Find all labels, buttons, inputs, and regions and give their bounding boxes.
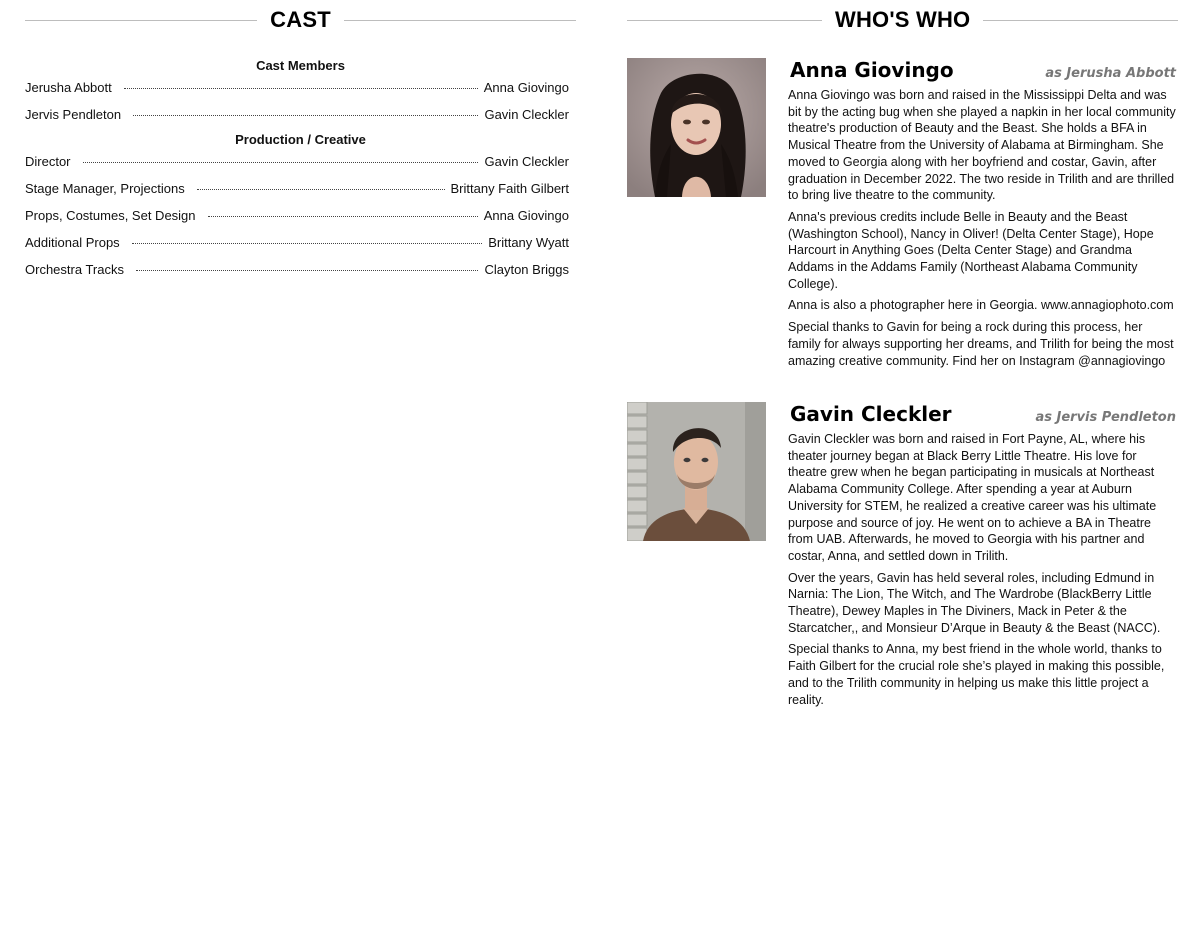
credit-name: Brittany Wyatt (488, 235, 569, 250)
group-title-production: Production / Creative (235, 132, 366, 147)
credit-row (25, 74, 576, 101)
credit-role: Additional Props (25, 235, 120, 250)
cast-header (25, 0, 576, 40)
credit-row (25, 256, 576, 283)
whos-who-header (627, 0, 1178, 40)
bio-head (788, 402, 1178, 428)
header-rule-left (627, 20, 822, 21)
credit-role: Director (25, 154, 71, 169)
dot-leader (83, 162, 479, 163)
dot-leader (133, 115, 478, 116)
bio-paragraph: Anna is also a photographer here in Georgia. www.annagiophoto.com (788, 298, 1174, 313)
credit-role: Orchestra Tracks (25, 262, 124, 277)
credit-name: Gavin Cleckler (484, 107, 569, 122)
dot-leader (208, 216, 478, 217)
header-rule-left (25, 20, 257, 21)
credit-role: Jervis Pendleton (25, 107, 122, 122)
credit-role: Props, Costumes, Set Design (25, 208, 196, 223)
headshot-photo-gavin (627, 402, 766, 541)
dot-leader (197, 189, 445, 190)
credit-row (25, 175, 576, 202)
bio-paragraph: Anna Giovingo was born and raised in the Mississippi Delta and was bit by the acting bug when she played a napkin in her local community theatre's production of Beauty and the Beast. She holds a BFA in Musical Theatre from the University of Alabama at Birmingham. She moved to Georgia along with her boyfriend and costar, Gavin, after graduation in December 2022. The two reside in Trilith and are thrilled to bring live theatre to the community. (788, 88, 1176, 203)
headshot-photo-anna (627, 58, 766, 197)
performer-role: as Jerusha Abbott (1045, 66, 1176, 81)
credit-name: Anna Giovingo (483, 208, 569, 223)
dot-leader (132, 243, 483, 244)
group-title-cast-members: Cast Members (256, 58, 345, 73)
headshot-anna-icon (627, 58, 766, 197)
header-rule-right (344, 20, 576, 21)
cast-heading: CAST (270, 7, 331, 32)
credit-row (25, 202, 576, 229)
credit-name: Brittany Faith Gilbert (450, 181, 569, 196)
bio-paragraph: Special thanks to Gavin for being a rock during this process, her family for always supporting her dreams, and Trilith for being the most amazing creative community. Find her on Instagram @annagiovingo (788, 320, 1174, 368)
credit-name: Gavin Cleckler (484, 154, 569, 169)
whos-who-section (627, 0, 1178, 707)
credit-row (25, 101, 576, 128)
credit-name: Anna Giovingo (483, 80, 569, 95)
bio-paragraph: Over the years, Gavin has held several roles, including Edmund in Narnia: The Lion, The Witch, and The Wardrobe (BlackBerry Little Theatre), Dewey Maples in The Diviners, Mack in Peter & the Starcatcher,, and Monsieur D’Arque in Beauty & the Beast (NACC). (788, 570, 1161, 635)
performer-name: Anna Giovingo (790, 58, 954, 82)
cast-section (25, 0, 576, 283)
credit-row (25, 229, 576, 256)
whos-who-heading: WHO'S WHO (835, 7, 971, 32)
performer-name: Gavin Cleckler (790, 402, 952, 426)
credit-role: Jerusha Abbott (25, 80, 112, 95)
dot-leader (124, 88, 478, 89)
bio-head (788, 58, 1178, 84)
dot-leader (136, 270, 478, 271)
credit-role: Stage Manager, Projections (25, 181, 185, 196)
header-rule-right (983, 20, 1178, 21)
bio-paragraph: Anna's previous credits include Belle in Beauty and the Beast (Washington School), Nancy in Oliver! (Delta Center Stage), Hope Harcourt in Anything Goes (Delta Center Stage) and Grandma Addams in the Addams Family (Northeast Alabama Community College). (788, 209, 1154, 291)
bio-text-gavin (788, 402, 1178, 713)
performer-role: as Jervis Pendleton (1035, 410, 1176, 425)
bio-text-anna (788, 58, 1178, 374)
bio-paragraph: Special thanks to Anna, my best friend in the whole world, thanks to Faith Gilbert for the crucial role she’s played in making this possible, and to the Trilith community in helping us make this little project a reality. (788, 642, 1165, 707)
headshot-gavin-icon (627, 402, 766, 541)
credit-name: Clayton Briggs (484, 262, 569, 277)
credit-row (25, 148, 576, 175)
bio-paragraph: Gavin Cleckler was born and raised in Fort Payne, AL, where his theater journey began at Black Berry Little Theatre. His love for theatre grew when he began participating in musicals at Northeast Alabama Community College. After spending a year at Auburn University for STEM, he realized a creative career was his ultimate purpose and source of joy. He went on to achieve a BA in Theatre from UAB. Afterwards, he moved to Georgia with his partner and costar, Anna, and settled down in Trilith. (788, 432, 1157, 563)
